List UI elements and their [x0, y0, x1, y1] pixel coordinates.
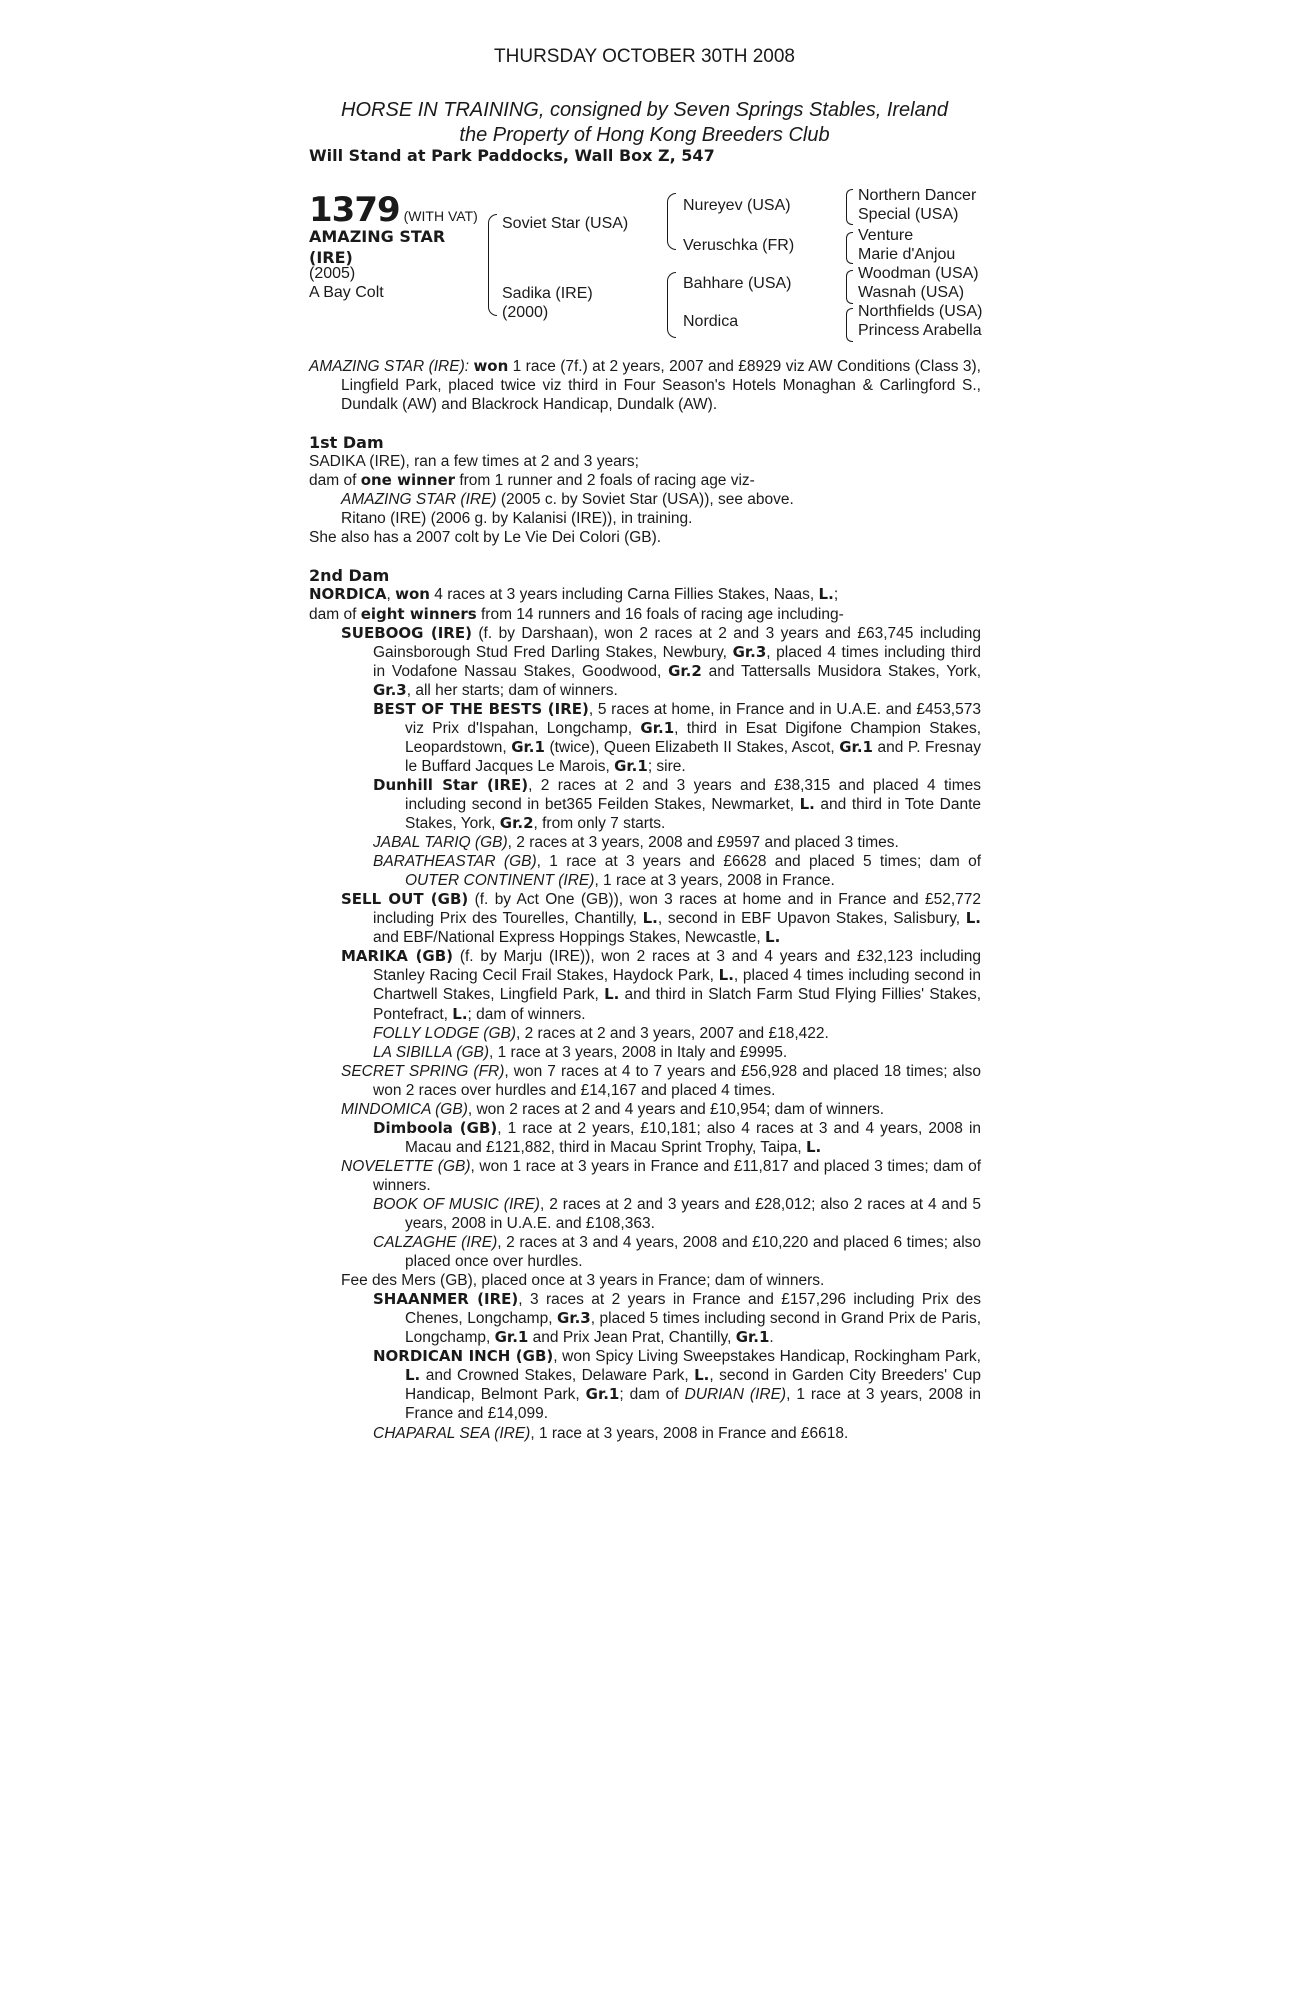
- listed-mark: L.: [765, 928, 781, 947]
- grade-mark: Gr.2: [499, 814, 534, 833]
- grade-mark: Gr.1: [585, 1385, 620, 1404]
- pedigree-g1b: Special (USA): [858, 206, 959, 223]
- pedigree-g4b: Princess Arabella: [858, 322, 982, 339]
- winner-count: one winner: [360, 471, 456, 490]
- text-run: , 2 races at 3 and 4 years, 2008 and £10,220 and placed 6 times; also placed once over hurdles.: [405, 1234, 982, 1271]
- race-record: [309, 357, 981, 1443]
- produce-entry: [309, 1195, 981, 1233]
- horse-ref: AMAZING STAR (IRE): [341, 491, 497, 509]
- text-run: and Crowned Stakes, Delaware Park,: [425, 1367, 689, 1385]
- pedigree-g1a: Northern Dancer: [858, 187, 977, 204]
- produce-entry: [309, 1424, 981, 1443]
- pedigree-sire-sire: Nureyev (USA): [683, 197, 791, 214]
- second-dam-produce-summary: [309, 605, 981, 624]
- produce-line: [309, 490, 981, 509]
- text-run: , 5 races at home, in France and in U.A.E. and £453,573 viz Prix d'Ispahan, Longchamp,: [405, 700, 981, 737]
- text-run: , second in Garden City Breeders' Cup Handicap, Belmont Park,: [405, 1367, 981, 1404]
- vat-note: (WITH VAT): [403, 208, 478, 224]
- pedigree-g4a: Northfields (USA): [858, 303, 983, 320]
- produce-entry: [309, 890, 981, 947]
- consignor-line: HORSE IN TRAINING, consigned by Seven Springs Stables, Ireland: [341, 99, 948, 121]
- text-run: and P. Fresnay le Buffard Jacques Le Marois,: [405, 738, 981, 775]
- text-run: and third in Slatch Farm Stud Flying Fillies' Stakes, Pontefract,: [373, 986, 982, 1023]
- grade-mark: Gr.1: [511, 737, 545, 756]
- listed-mark: L.: [805, 1137, 822, 1156]
- horse-ref: Dimboola (GB): [373, 1118, 498, 1137]
- pedigree-brace-dam: [667, 272, 676, 338]
- grade-mark: Gr.1: [640, 718, 675, 737]
- listed-mark: L.: [965, 909, 982, 928]
- text-run: , 2 races at 2 and 3 years and £28,012; also 2 races at 4 and 5 years, 2008 in U.A.E. and £108,363.: [405, 1195, 981, 1233]
- won-label: won: [395, 585, 430, 604]
- lot-heading: [309, 190, 478, 230]
- first-dam-produce-summary: [309, 471, 981, 490]
- text-run: (f. by Darshaan), won 2 races at 2 and 3 years and £63,745 including Gainsborough Stud Fred Darling Stakes, Newbury,: [373, 624, 981, 661]
- listed-mark: L.: [818, 585, 834, 604]
- text-run: ;: [833, 586, 839, 604]
- text-run: ; dam of winners.: [467, 1005, 586, 1023]
- produce-entry: [309, 1043, 981, 1062]
- text-run: dam of: [309, 605, 357, 623]
- second-dam-line: [309, 585, 981, 604]
- horse-description: A Bay Colt: [309, 284, 384, 301]
- text-run: , 1 race at 3 years and £6628 and placed 5 times; dam of: [536, 853, 981, 871]
- horse-ref: NOVELETTE (GB): [341, 1157, 471, 1175]
- listed-mark: L.: [694, 1366, 710, 1385]
- grade-mark: Gr.1: [494, 1328, 529, 1347]
- pedigree-g3b: Wasnah (USA): [858, 284, 965, 301]
- text-run: and Prix Jean Prat, Chantilly,: [532, 1329, 732, 1347]
- pedigree-brace-g3: [846, 270, 853, 304]
- text-run: .: [769, 1329, 774, 1347]
- text-run: , won 1 race at 3 years in France and £11,817 and placed 3 times; dam of winners.: [373, 1157, 981, 1194]
- listed-mark: L.: [642, 909, 658, 928]
- pedigree-g2a: Venture: [858, 227, 914, 244]
- text-run: , 1 race at 3 years, 2008 in Italy and £9995.: [489, 1043, 788, 1061]
- horse-ref: BEST OF THE BESTS (IRE): [373, 699, 589, 718]
- produce-entry: [309, 1062, 981, 1100]
- text-run: (f. by Marju (IRE)), won 2 races at 3 and 4 years and £32,123 including Stanley Racing Cecil Frail Stakes, Haydock Park,: [373, 948, 981, 985]
- horse-country: (IRE): [309, 248, 353, 267]
- text-run: , 3 races at 2 years in France and £157,296 including Prix des Chenes, Longchamp,: [405, 1291, 981, 1328]
- text-run: ; dam of: [619, 1386, 679, 1404]
- listed-mark: L.: [604, 985, 620, 1004]
- horse-ref: SHAANMER (IRE): [373, 1290, 519, 1309]
- horse-ref: SECRET SPRING (FR): [341, 1062, 505, 1080]
- listed-mark: L.: [452, 1004, 468, 1023]
- pedigree-brace-g4: [846, 308, 853, 342]
- horse-ref: LA SIBILLA (GB): [373, 1043, 490, 1061]
- horse-ref: BOOK OF MUSIC (IRE): [373, 1195, 540, 1213]
- text-run: and EBF/National Express Hoppings Stakes, Newcastle,: [373, 929, 761, 947]
- pedigree-dam: Sadika (IRE): [502, 285, 593, 302]
- produce-entry: [309, 852, 981, 890]
- text-run: and third in Tote Dante Stakes, York,: [405, 795, 982, 833]
- text-run: , from only 7 starts.: [533, 815, 666, 833]
- text-run: , all her starts; dam of winners.: [406, 681, 618, 699]
- listed-mark: L.: [718, 966, 734, 985]
- text-run: , won 2 races at 2 and 4 years and £10,954; dam of winners.: [467, 1100, 885, 1118]
- text-run: dam of: [309, 472, 357, 490]
- horse-ref: SELL OUT (GB): [341, 890, 469, 909]
- winner-count: eight winners: [360, 604, 477, 623]
- text-run: , third in Esat Digifone Champion Stakes, Leopardstown,: [405, 719, 981, 756]
- stand-location: Will Stand at Park Paddocks, Wall Box Z, 547: [309, 146, 715, 165]
- produce-entry: [309, 1100, 981, 1119]
- record-text: 1 race (7f.) at 2 years, 2007 and £8929 viz AW Conditions (Class 3), Lingfield Park, placed twice viz third in Four Season's Hotels Monaghan & Carlingford S., Dundalk (AW) and Blackrock Handicap, Dundalk (AW).: [341, 358, 981, 414]
- pedigree-dam-dam: Nordica: [683, 313, 739, 330]
- produce-entry: [309, 700, 981, 776]
- horse-ref: MARIKA (GB): [341, 947, 454, 966]
- text-run: , 1 race at 3 years, 2008 in France and £6618.: [530, 1424, 849, 1442]
- horse-ref: CALZAGHE (IRE): [373, 1234, 498, 1252]
- produce-line: Ritano (IRE) (2006 g. by Kalanisi (IRE)), in training.: [341, 510, 693, 528]
- text-run: , 2 races at 2 and 3 years and £38,315 and placed 4 times including second in bet365 Feilden Stakes, Newmarket,: [405, 776, 981, 813]
- grade-mark: Gr.3: [732, 642, 767, 661]
- pedigree-brace-sire: [667, 193, 676, 250]
- grade-mark: Gr.1: [839, 737, 873, 756]
- listed-mark: L.: [799, 794, 815, 813]
- pedigree-brace-main: [488, 214, 497, 316]
- pedigree-dam-year: (2000): [502, 304, 549, 321]
- text-run: 4 races at 3 years including Carna Fillies Stakes, Naas,: [434, 586, 815, 604]
- text-run: , 1 race at 2 years, £10,181; also 4 races at 3 and 4 years, 2008 in Macau and £121,882, third in Macau Sprint Trophy, Taipa,: [405, 1119, 982, 1156]
- grade-mark: Gr.1: [735, 1328, 770, 1347]
- foaling-year: (2005): [309, 265, 356, 282]
- produce-entry: [309, 1347, 981, 1423]
- text-run: (2005 c. by Soviet Star (USA)), see above.: [500, 491, 794, 509]
- first-dam-line: SADIKA (IRE), ran a few times at 2 and 3 years;: [309, 453, 639, 471]
- produce-entry: [309, 1157, 981, 1195]
- sale-date: THURSDAY OCTOBER 30TH 2008: [494, 46, 795, 67]
- horse-details: [309, 264, 384, 302]
- grade-mark: Gr.2: [668, 661, 702, 680]
- produce-entry: [309, 833, 981, 852]
- produce-entry: [309, 1119, 981, 1157]
- produce-entry: [309, 624, 981, 700]
- first-dam-heading: 1st Dam: [309, 433, 384, 453]
- property-line: the Property of Hong Kong Breeders Club: [459, 124, 830, 146]
- horse-name: [309, 226, 469, 268]
- second-dam-heading: 2nd Dam: [309, 566, 390, 586]
- horse-ref: NORDICAN INCH (GB): [373, 1347, 554, 1366]
- produce-note: She also has a 2007 colt by Le Vie Dei Colori (GB).: [309, 529, 662, 547]
- grade-mark: Gr.3: [557, 1309, 591, 1328]
- produce-entry: [309, 1024, 981, 1043]
- pedigree-g3a: Woodman (USA): [858, 265, 979, 282]
- text-run: , second in EBF Upavon Stakes, Salisbury,: [657, 910, 961, 928]
- dam-name: NORDICA: [309, 585, 387, 604]
- pedigree-brace-g2: [846, 232, 853, 264]
- text-run: , won 7 races at 4 to 7 years and £56,928 and placed 18 times; also won 2 races over hurdles and £14,167 and placed 4 times.: [373, 1062, 981, 1099]
- pedigree-sire-dam: Veruschka (FR): [683, 237, 795, 254]
- grade-mark: Gr.3: [373, 680, 407, 699]
- grade-mark: Gr.1: [614, 756, 648, 775]
- lot-number: 1379: [309, 190, 400, 230]
- produce-entry: Fee des Mers (GB), placed once at 3 years in France; dam of winners.: [341, 1272, 825, 1290]
- text-run: , placed 4 times including third in Vodafone Nassau Stakes, Goodwood,: [373, 643, 981, 680]
- produce-entry: [309, 776, 981, 833]
- horse-name-line: AMAZING STAR: [309, 227, 446, 246]
- produce-entry: [309, 947, 981, 1023]
- text-run: , placed 4 times including second in Chartwell Stakes, Lingfield Park,: [373, 967, 981, 1004]
- horse-ref: MINDOMICA (GB): [341, 1100, 468, 1118]
- text-run: ,: [386, 586, 391, 604]
- text-run: , 1 race at 3 years, 2008 in France and £14,099.: [405, 1386, 981, 1423]
- horse-ref: CHAPARAL SEA (IRE): [373, 1424, 531, 1442]
- produce-entry: [309, 1233, 981, 1271]
- text-run: , 1 race at 3 years, 2008 in France.: [594, 872, 835, 890]
- listed-mark: L.: [405, 1366, 421, 1385]
- text-run: , placed 5 times including second in Grand Prix de Paris, Longchamp,: [405, 1310, 981, 1347]
- text-run: , 2 races at 3 years, 2008 and £9597 and placed 3 times.: [507, 834, 899, 852]
- text-run: and Tattersalls Musidora Stakes, York,: [708, 662, 982, 680]
- won-label: won: [473, 357, 509, 375]
- pedigree-sire: Soviet Star (USA): [502, 215, 629, 232]
- horse-ref: FOLLY LODGE (GB): [373, 1024, 516, 1042]
- pedigree-dam-sire: Bahhare (USA): [683, 275, 792, 292]
- horse-ref: JABAL TARIQ (GB): [373, 834, 508, 852]
- consignment-info: [0, 98, 1289, 148]
- horse-ref: AMAZING STAR (IRE):: [309, 358, 470, 375]
- text-run: from 14 runners and 16 foals of racing age including-: [481, 605, 844, 623]
- text-run: ; sire.: [647, 757, 686, 775]
- horse-ref: Dunhill Star (IRE): [373, 775, 529, 794]
- text-run: (f. by Act One (GB)), won 3 races at home and in France and £52,772 including Prix des Tourelles, Chantilly,: [373, 891, 981, 928]
- text-run: (twice), Queen Elizabeth II Stakes, Ascot,: [549, 738, 835, 756]
- text-run: from 1 runner and 2 foals of racing age viz-: [459, 472, 755, 490]
- horse-record: [309, 357, 981, 414]
- horse-ref: BARATHEASTAR (GB): [373, 853, 537, 871]
- horse-ref: SUEBOOG (IRE): [341, 623, 472, 642]
- horse-ref: DURIAN (IRE): [684, 1386, 787, 1404]
- pedigree-brace-g1: [846, 189, 853, 225]
- pedigree-g2b: Marie d'Anjou: [858, 246, 956, 263]
- text-run: , 2 races at 2 and 3 years, 2007 and £18,422.: [516, 1024, 829, 1042]
- horse-ref: OUTER CONTINENT (IRE): [405, 872, 595, 890]
- text-run: , won Spicy Living Sweepstakes Handicap, Rockingham Park,: [553, 1348, 981, 1366]
- produce-entry: [309, 1290, 981, 1347]
